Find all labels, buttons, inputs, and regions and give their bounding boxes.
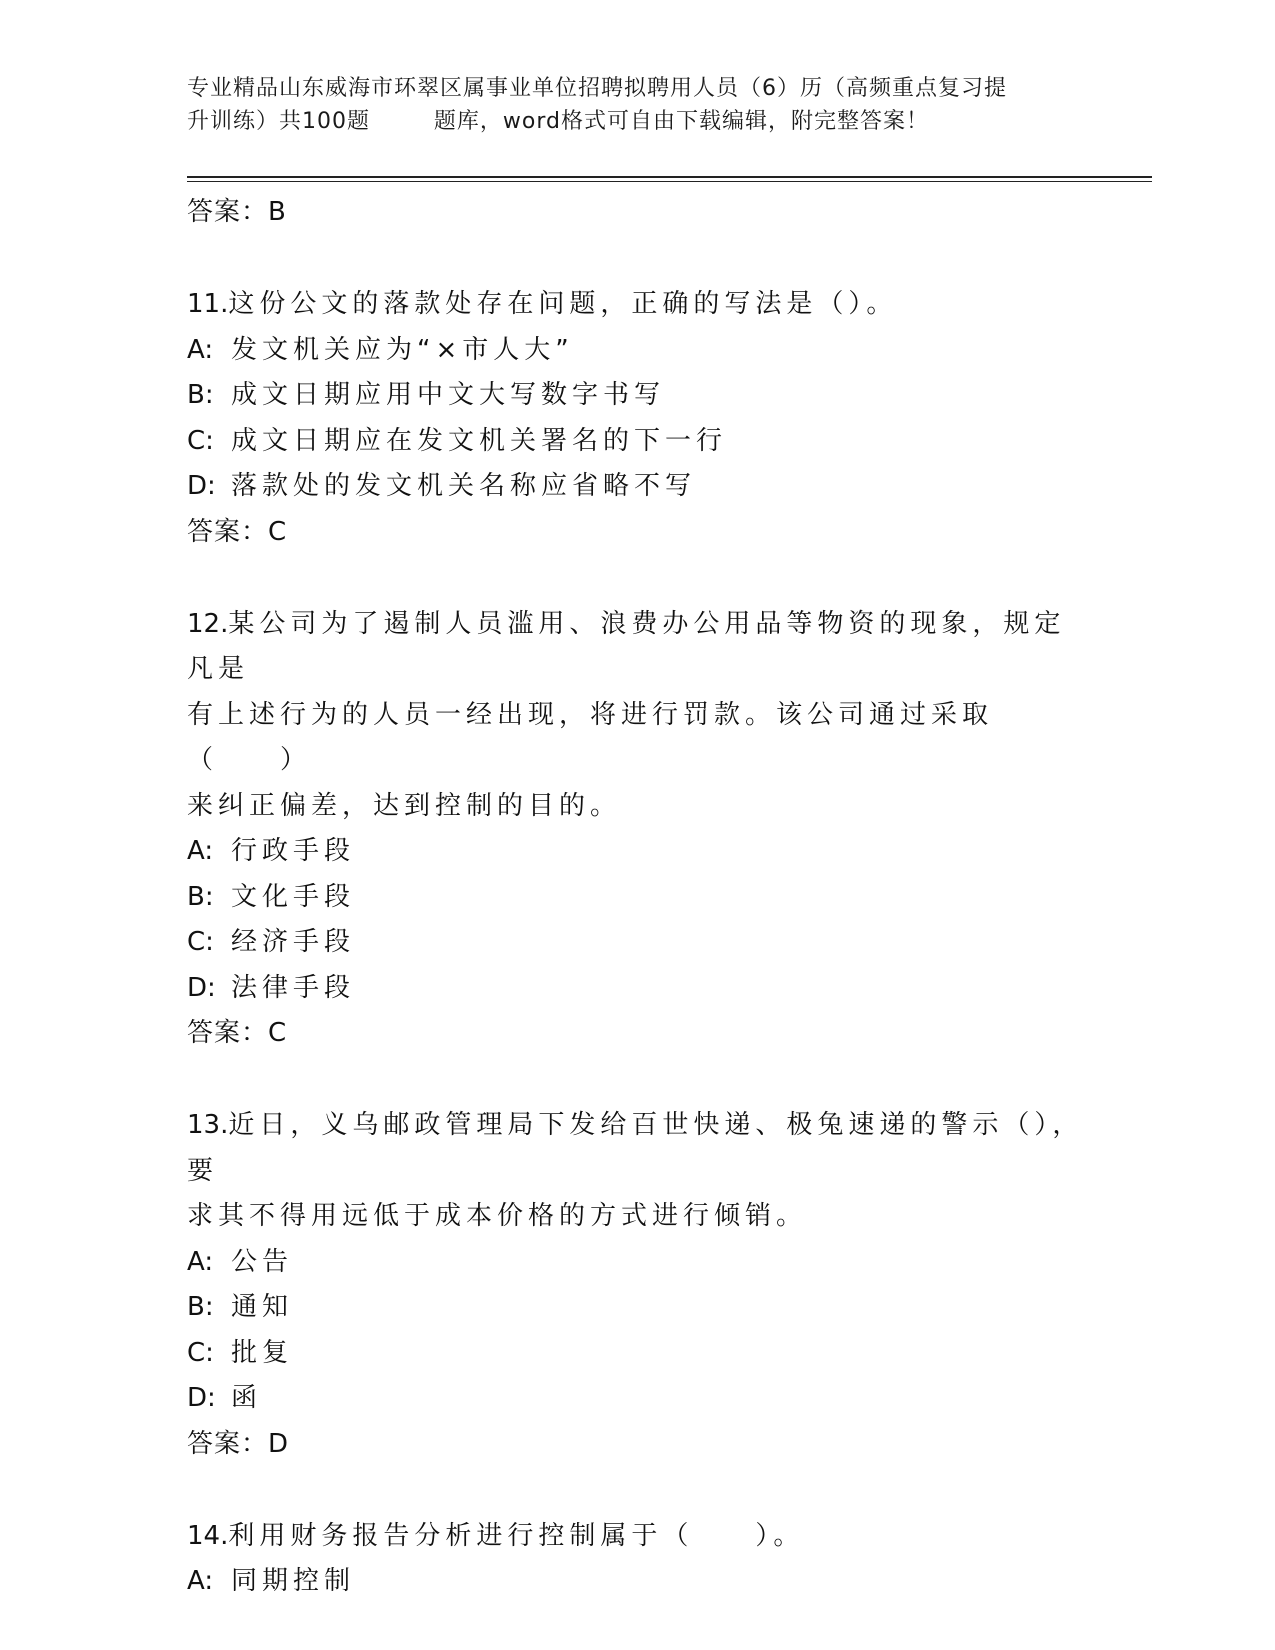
question-line: 某公司为了遏制人员滥用、浪费办公用品等物资的现象，规定凡是: [187, 608, 1066, 684]
option-text: 文化手段: [231, 881, 356, 912]
question-text-cont: 求其不得用远低于成本价格的方式进行倾销。: [187, 1201, 808, 1231]
question-text-cont: 有上述行为的人员一经出现，将进行罚款。该公司通过采取（ ）: [187, 699, 994, 775]
question-number: 14.: [187, 1520, 229, 1551]
header-rule-thick: [187, 176, 1152, 178]
question-12: [187, 602, 1087, 1056]
answer: 答案：C: [187, 516, 288, 547]
option-text: 法律手段: [231, 972, 356, 1003]
question-13: [187, 1103, 1087, 1466]
header-line-1: 专业精品山东威海市环翠区属事业单位招聘拟聘用人员（6）历（高频重点复习提: [187, 76, 1007, 101]
option-c: [187, 419, 1087, 465]
option-text: 同期控制: [231, 1566, 356, 1596]
option-a: [187, 829, 1087, 875]
option-text: 落款处的发文机关名称应省略不写: [231, 471, 697, 501]
option-d: [187, 1376, 1087, 1422]
option-key: D:: [187, 471, 216, 501]
option-a: [187, 328, 1087, 374]
question-number: 11.: [187, 289, 229, 319]
option-text: 行政手段: [231, 836, 356, 866]
option-key: C:: [187, 927, 214, 957]
document-body: [187, 190, 1087, 1605]
document-header: [187, 72, 1087, 138]
spacer: [187, 554, 1087, 602]
option-text: 批复: [231, 1337, 294, 1368]
option-text: 通知: [231, 1292, 294, 1322]
question-number: 12.: [187, 608, 229, 639]
option-b: [187, 373, 1087, 419]
question-line: 这份公文的落款处存在问题，正确的写法是（）。: [228, 289, 898, 319]
question-text-cont: 来纠正偏差，达到控制的目的。: [187, 790, 622, 821]
question-text: [187, 1103, 1087, 1194]
option-a: [187, 1559, 1087, 1605]
question-text: [187, 602, 1087, 693]
option-d: [187, 464, 1087, 510]
spacer: [187, 1466, 1087, 1514]
option-a: [187, 1240, 1087, 1286]
option-text: 成文日期应用中文大写数字书写: [231, 380, 666, 410]
option-key: A:: [187, 334, 214, 365]
option-d: [187, 966, 1087, 1012]
option-text: 函: [231, 1383, 263, 1413]
option-b: [187, 1285, 1087, 1331]
option-key: A:: [187, 1566, 214, 1596]
option-b: [187, 875, 1087, 921]
question-11: [187, 282, 1087, 554]
option-key: C:: [187, 1337, 214, 1368]
previous-answer: 答案：B: [187, 197, 287, 227]
question-line: 近日，义乌邮政管理局下发给百世快递、极兔速递的警示（），要: [187, 1110, 1084, 1186]
option-key: A:: [187, 836, 214, 866]
answer: 答案：C: [187, 1018, 288, 1048]
option-key: C:: [187, 425, 214, 456]
header-rule-thin: [187, 181, 1152, 182]
option-key: D:: [187, 972, 216, 1003]
spacer: [187, 234, 1087, 282]
spacer: [187, 1055, 1087, 1103]
option-c: [187, 1331, 1087, 1377]
option-key: B:: [187, 881, 214, 912]
question-number: 13.: [187, 1110, 229, 1140]
option-key: B:: [187, 1292, 214, 1322]
option-key: B:: [187, 380, 214, 410]
option-text: 成文日期应在发文机关署名的下一行: [231, 425, 728, 456]
option-text: 经济手段: [231, 927, 356, 957]
option-key: A:: [187, 1246, 214, 1277]
question-text: [187, 282, 1087, 328]
option-key: D:: [187, 1383, 216, 1413]
option-text: 发文机关应为“×市人大”: [231, 334, 574, 365]
header-line-2: 升训练）共100题 题库，word格式可自由下载编辑，附完整答案！: [187, 109, 930, 134]
question-14: [187, 1514, 1087, 1605]
answer: 答案：D: [187, 1428, 290, 1459]
question-line: 利用财务报告分析进行控制属于（ ）。: [228, 1520, 805, 1551]
option-text: 公告: [231, 1246, 294, 1277]
question-text: [187, 1514, 1087, 1560]
option-c: [187, 920, 1087, 966]
